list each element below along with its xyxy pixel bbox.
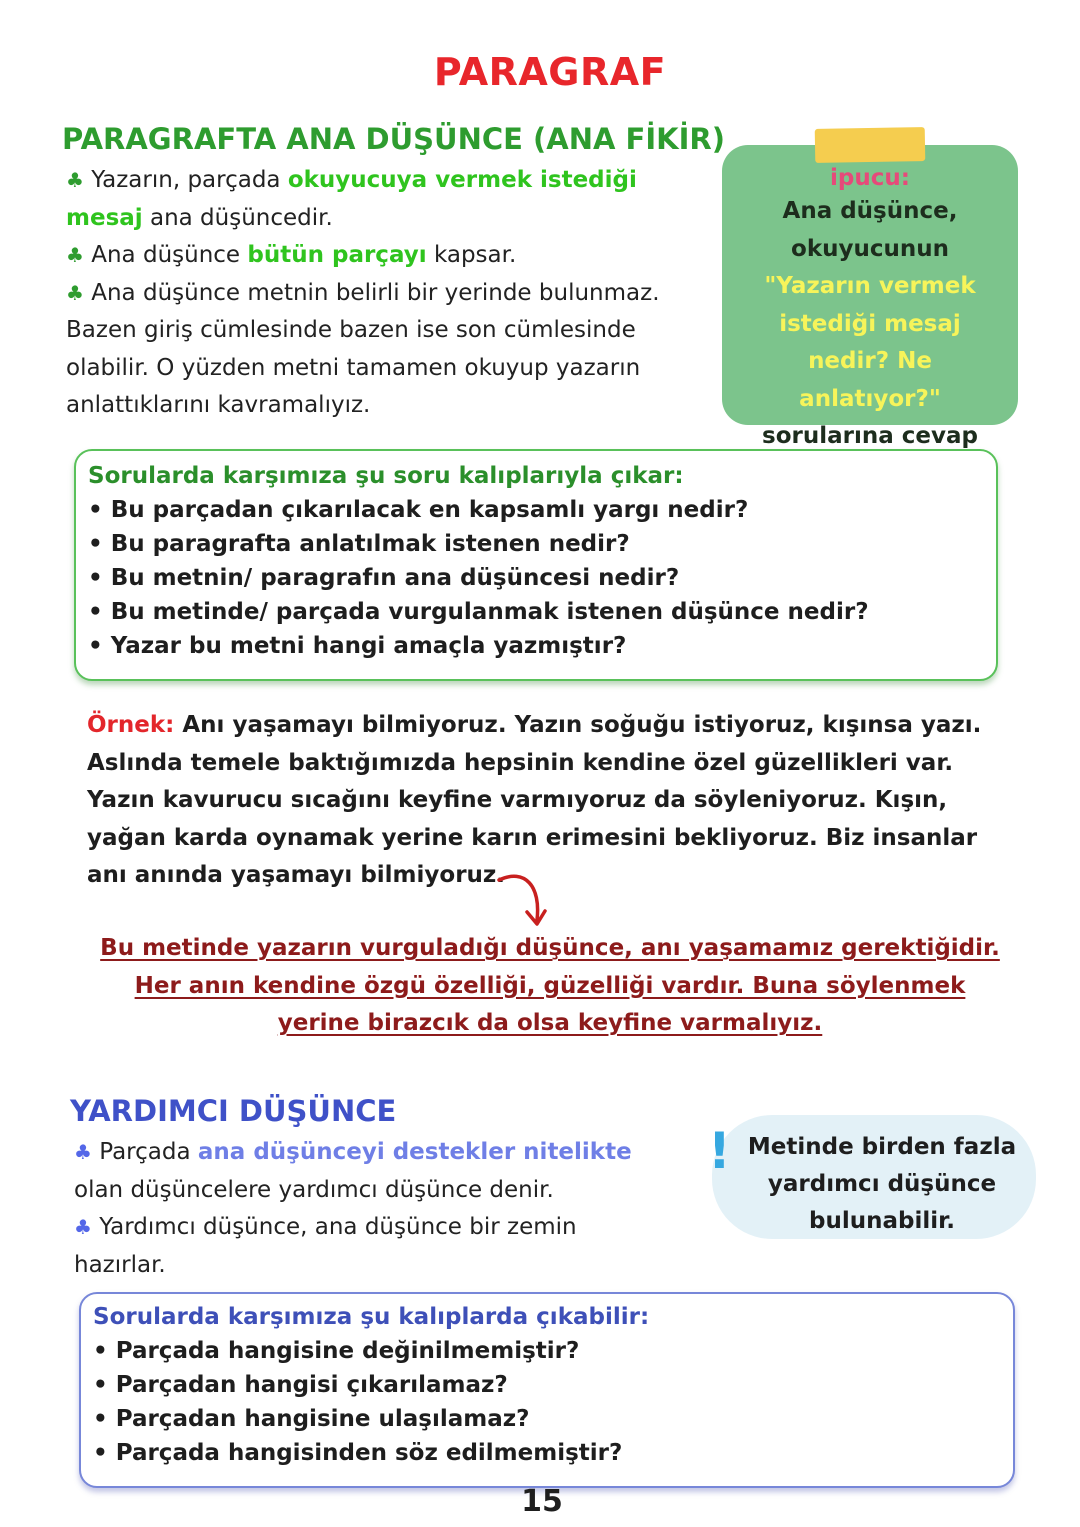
ana-dusunce-paragraph — [66, 162, 686, 425]
ana-dusunce-point-1: ♣ Yazarın, parçada okuyucuya vermek istediği mesaj ana düşüncedir. — [66, 167, 637, 231]
list-item: • Bu parçadan çıkarılacak en kapsamlı yargı nedir? — [88, 493, 996, 527]
section-heading-yardimci-dusunce: YARDIMCI DÜŞÜNCE — [70, 1094, 397, 1128]
exclamation-icon: ! — [708, 1122, 731, 1180]
note-text: Metinde birden fazla yardımcı düşünce bulunabilir. — [747, 1134, 1017, 1234]
question-patterns-box-secondary — [79, 1292, 1015, 1488]
clover-bullet-icon: ♣ — [66, 243, 84, 267]
list-item: • Parçadan hangisi çıkarılamaz? — [93, 1368, 1013, 1402]
tip-card — [722, 145, 1018, 449]
curved-arrow-icon — [495, 868, 555, 932]
list-item: • Bu paragrafta anlatılmak istenen nedir? — [88, 527, 996, 561]
question-patterns-header: Sorularda karşımıza şu soru kalıplarıyla çıkar: — [88, 463, 684, 489]
question-patterns-list — [81, 1334, 1013, 1470]
example-paragraph: Örnek: Anı yaşamayı bilmiyoruz. Yazın soğuğu istiyoruz, kışınsa yazı. Aslında temele baktığımızda hepsinin kendine özel güzellikleri var. Yazın kavurucu sıcağını keyfine varmıyoruz da söyleniyoruz. Kışın, yağan karda oynamak yerine karın erimesini bekliyoruz. Biz insanlar anı anında yaşamayı bilmiyoruz. — [87, 712, 982, 888]
list-item: • Yazar bu metni hangi amaçla yazmıştır? — [88, 629, 996, 663]
list-item: • Bu metinde/ parçada vurgulanmak istenen düşünce nedir? — [88, 595, 996, 629]
section-heading-ana-dusunce: PARAGRAFTA ANA DÜŞÜNCE (ANA FİKİR) — [62, 122, 725, 156]
example-conclusion: Bu metinde yazarın vurguladığı düşünce, anı yaşamamız gerektiğidir. Her anın kendine özgü özelliği, güzelliği vardır. Buna söylenmek yerine birazcık da olsa keyfine varmalıyız. — [100, 935, 1000, 1036]
tip-label: ipucu: — [830, 165, 910, 191]
page-title: PARAGRAF — [433, 50, 667, 94]
question-patterns-list — [76, 493, 996, 663]
ana-dusunce-point-3: ♣ Ana düşünce metnin belirli bir yerinde bulunmaz. Bazen giriş cümlesinde bazen ise son cümlesinde olabilir. O yüzden metni tamamen okuyup yazarın anlattıklarını kavramalıyız. — [66, 279, 660, 418]
clover-bullet-icon: ♣ — [74, 1215, 92, 1239]
list-item: • Parçada hangisine değinilmemiştir? — [93, 1334, 1013, 1368]
yardimci-point-1: ♣ Parçada ana düşünceyi destekler nitelikte olan düşüncelere yardımcı düşünce denir. — [74, 1139, 632, 1203]
list-item: • Parçada hangisinden söz edilmemiştir? — [93, 1436, 1013, 1470]
list-item: • Parçadan hangisine ulaşılamaz? — [93, 1402, 1013, 1436]
page-number: 15 — [521, 1484, 563, 1519]
tip-text: Ana düşünce, okuyucunun "Yazarın vermek istediği mesaj nedir? Ne anlatıyor?" sorularına cevap — [762, 198, 978, 449]
clover-bullet-icon: ♣ — [66, 280, 84, 305]
list-item: • Bu metnin/ paragrafın ana düşüncesi nedir? — [88, 561, 996, 595]
yardimci-dusunce-paragraph — [74, 1134, 674, 1284]
clover-bullet-icon: ♣ — [74, 1140, 92, 1164]
ana-dusunce-point-2: ♣ Ana düşünce bütün parçayı kapsar. — [66, 242, 517, 268]
note-bubble — [712, 1115, 1036, 1239]
yardimci-point-2: ♣ Yardımcı düşünce, ana düşünce bir zemin hazırlar. — [74, 1214, 577, 1278]
question-patterns-box-main — [74, 449, 998, 681]
question-patterns-header: Sorularda karşımıza şu kalıplarda çıkabilir: — [93, 1304, 650, 1330]
example-label: Örnek: — [87, 712, 175, 738]
clover-bullet-icon: ♣ — [66, 168, 84, 192]
tape-decoration — [815, 127, 926, 163]
